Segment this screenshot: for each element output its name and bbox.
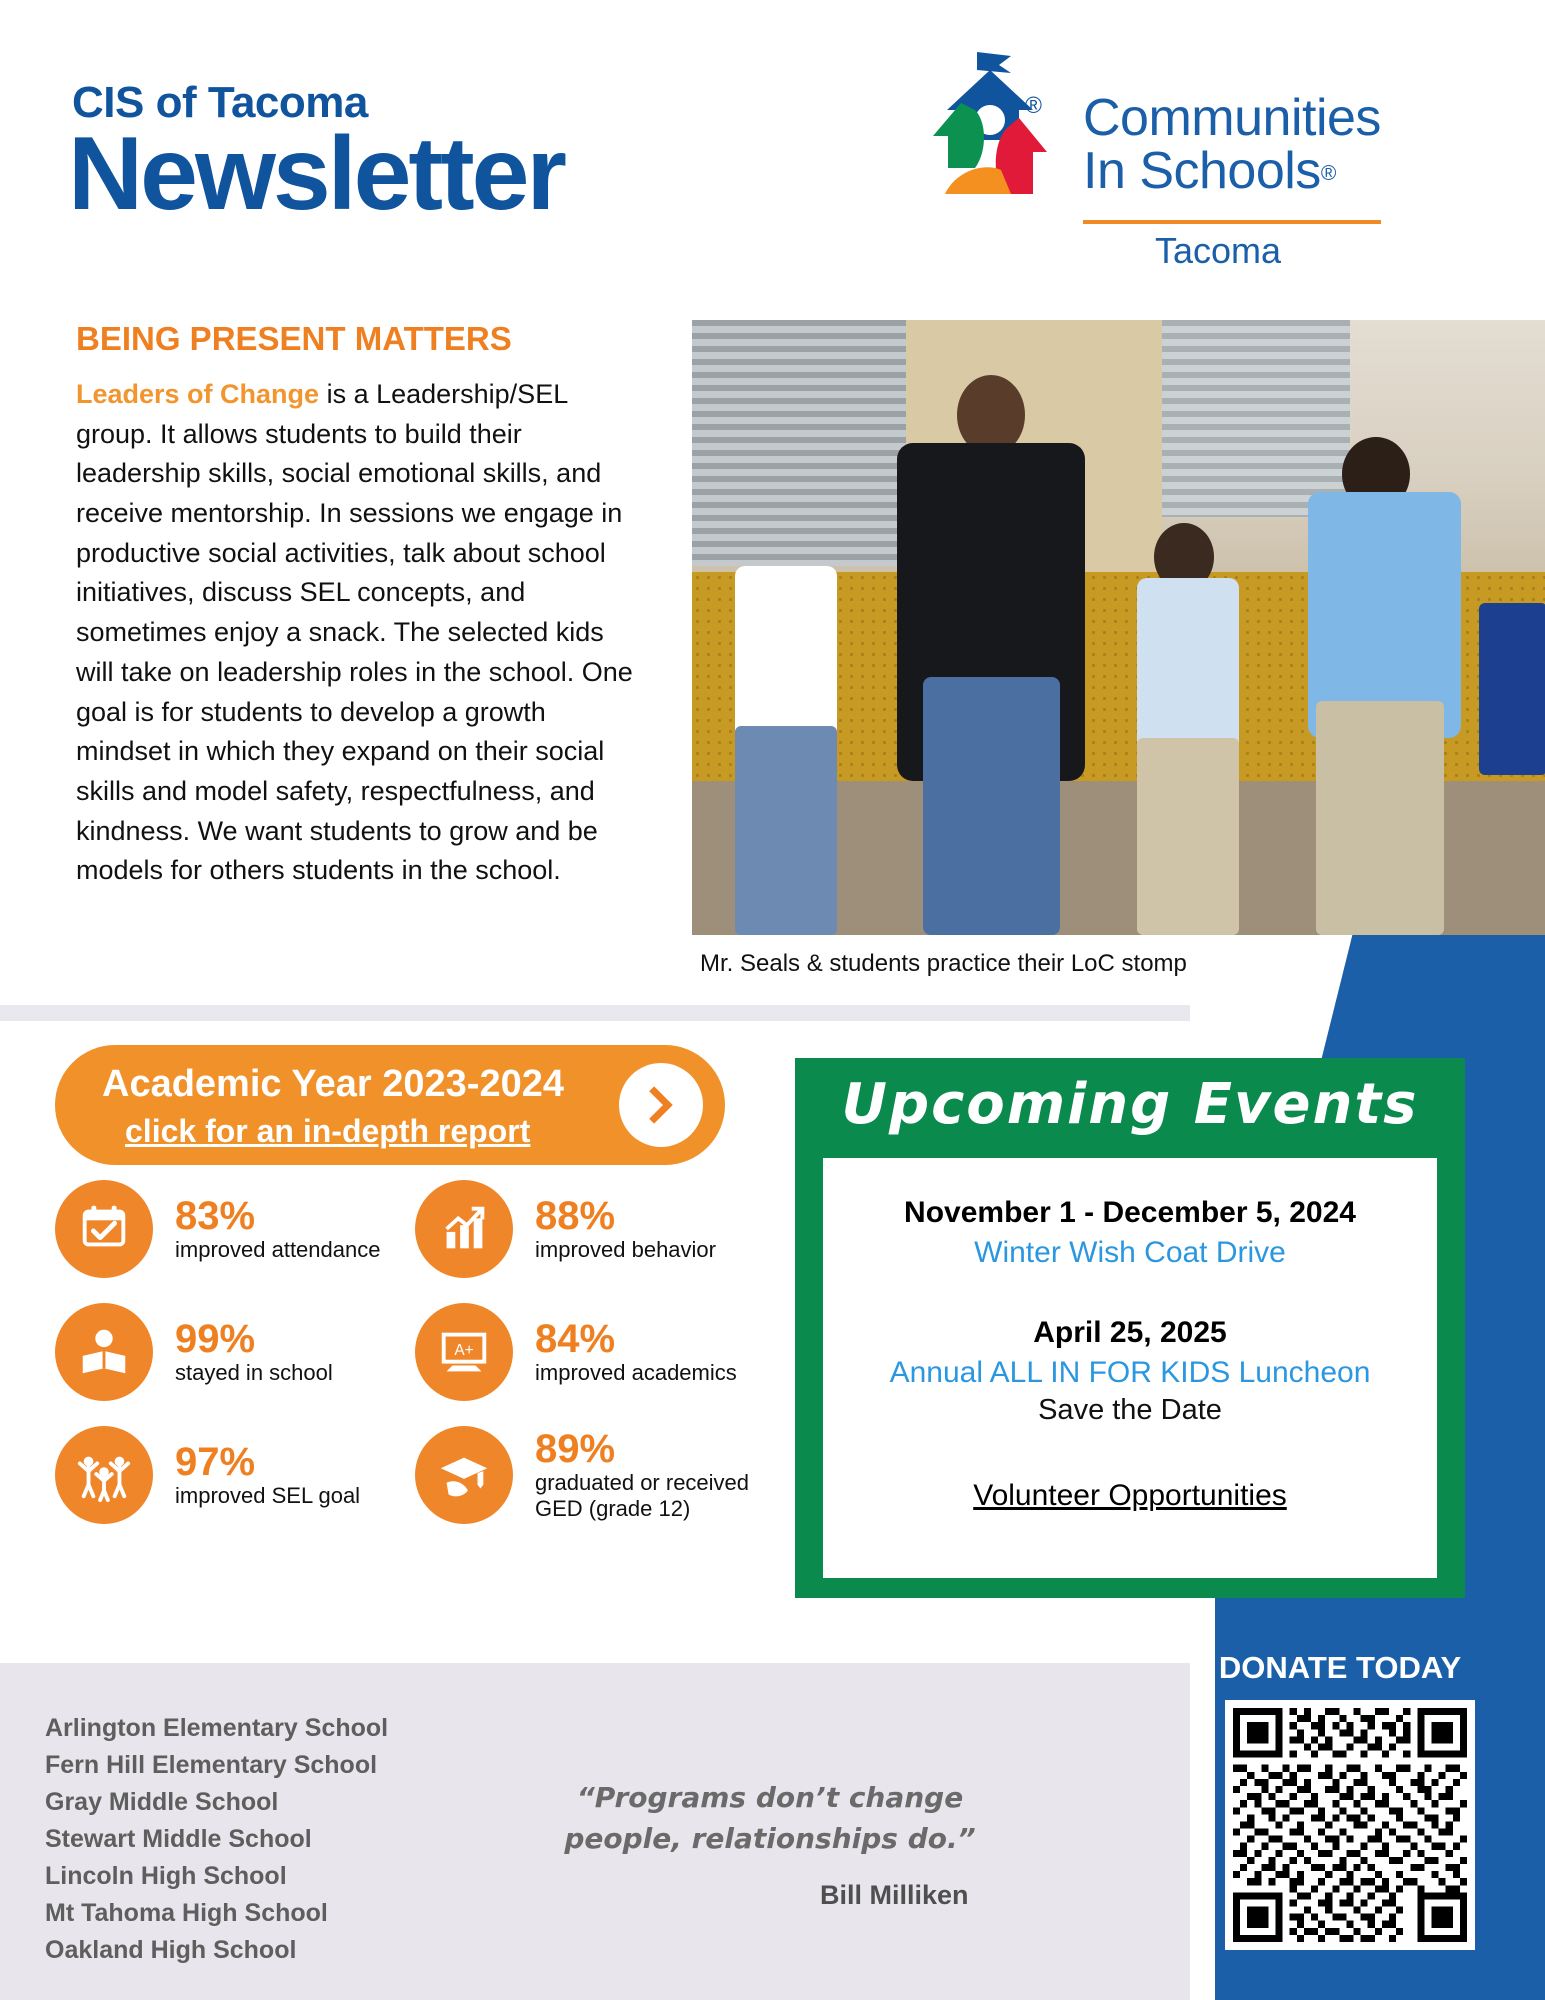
stat-label: improved SEL goal	[175, 1482, 361, 1508]
article-paragraph: is a Leadership/SEL group. It allows students to build their leadership skills, social emotional skills, and receive mentorship. In sessions we engage in productive social activities, talk about school initiatives, discuss SEL concepts, and sometimes enjoy a snack. The selected kids will take on leadership roles in the school. One goal is for students to develop a growth mindset in which they expand on their social skills and model safety, respectfulness, and kindness. We want students to grow and be models for others students in the school.	[76, 379, 633, 886]
stat-item	[55, 1303, 415, 1401]
stats-row	[55, 1303, 775, 1401]
calendar-check-icon	[55, 1180, 153, 1278]
stat-label: improved behavior	[535, 1236, 716, 1262]
academic-year-report-button[interactable]	[55, 1045, 725, 1165]
stat-percent: 84%	[535, 1316, 616, 1361]
list-item: Lincoln High School	[45, 1862, 287, 1890]
stats-row	[55, 1180, 775, 1278]
stat-label: stayed in school	[175, 1359, 333, 1385]
page-title: Newsletter	[68, 116, 564, 232]
academic-year-link[interactable]: click for an in-depth report	[125, 1113, 531, 1149]
stat-item	[415, 1303, 775, 1401]
stat-percent: 99%	[175, 1316, 256, 1361]
schoolhouse-logo-icon	[915, 48, 1065, 223]
logo-line-1: Communities	[1083, 89, 1381, 147]
chevron-right-icon[interactable]	[619, 1063, 703, 1147]
donate-today-title: DONATE TODAY	[1218, 1650, 1462, 1685]
header-kicker: CIS of Tacoma	[72, 78, 368, 127]
events-title: Upcoming Events	[841, 1072, 1419, 1137]
outcomes-stats-grid	[55, 1180, 775, 1549]
stat-label: improved attendance	[175, 1236, 381, 1262]
list-item: Stewart Middle School	[45, 1825, 312, 1853]
photo-caption: Mr. Seals & students practice their LoC stomp	[700, 950, 1187, 977]
event-date: April 25, 2025	[1033, 1316, 1227, 1349]
list-item: Oakland High School	[45, 1936, 297, 1964]
stat-percent: 97%	[175, 1439, 256, 1484]
organization-logo	[905, 40, 1475, 270]
bar-chart-up-icon	[415, 1180, 513, 1278]
stat-percent: 88%	[535, 1193, 616, 1238]
pull-quote: “Programs don’t change people, relationships do.”	[564, 1781, 976, 1855]
article-heading: BEING PRESENT MATTERS	[76, 320, 512, 357]
list-item: Gray Middle School	[45, 1788, 279, 1816]
event-note: Save the Date	[1038, 1394, 1222, 1426]
logo-city: Tacoma	[1155, 230, 1282, 271]
people-celebrating-icon	[55, 1426, 153, 1524]
article-body	[76, 375, 641, 891]
stat-item	[55, 1426, 415, 1524]
section-divider	[0, 1005, 1190, 1021]
whiteboard-grade-icon	[415, 1303, 513, 1401]
open-book-reader-icon	[55, 1303, 153, 1401]
stat-label: graduated or received GED (grade 12)	[535, 1469, 750, 1521]
list-item: Fern Hill Elementary School	[45, 1751, 378, 1779]
qr-code-icon[interactable]	[1225, 1700, 1475, 1950]
stat-item	[415, 1180, 775, 1278]
volunteer-opportunities-link[interactable]: Volunteer Opportunities	[973, 1479, 1287, 1512]
classroom-photo	[692, 320, 1545, 935]
logo-line-2: In Schools®	[1083, 142, 1336, 201]
graduation-cap-diploma-icon	[415, 1426, 513, 1524]
upcoming-events-box	[795, 1058, 1465, 1598]
svg-text:A+: A+	[454, 1341, 474, 1359]
stat-percent: 89%	[535, 1426, 616, 1471]
stat-item	[55, 1180, 415, 1278]
newsletter-header	[0, 0, 1545, 310]
stat-label: improved academics	[535, 1359, 737, 1385]
stat-percent: 83%	[175, 1193, 256, 1238]
event-name[interactable]: Annual ALL IN FOR KIDS Luncheon	[889, 1356, 1371, 1389]
quote-author: Bill Milliken	[820, 1880, 969, 1910]
stats-row	[55, 1426, 775, 1524]
academic-year-title: Academic Year 2023-2024	[102, 1063, 564, 1105]
logo-wordmark	[1083, 89, 1381, 201]
events-list	[823, 1158, 1437, 1578]
event-name[interactable]: Winter Wish Coat Drive	[974, 1236, 1286, 1269]
registered-trademark-icon: ®	[1025, 92, 1042, 118]
event-date: November 1 - December 5, 2024	[904, 1196, 1356, 1229]
article-lead: Leaders of Change	[76, 379, 320, 409]
schools-list	[45, 1710, 388, 1969]
list-item: Arlington Elementary School	[45, 1714, 389, 1742]
stat-item	[415, 1426, 775, 1524]
list-item: Mt Tahoma High School	[45, 1899, 328, 1927]
logo-divider	[1083, 220, 1381, 224]
